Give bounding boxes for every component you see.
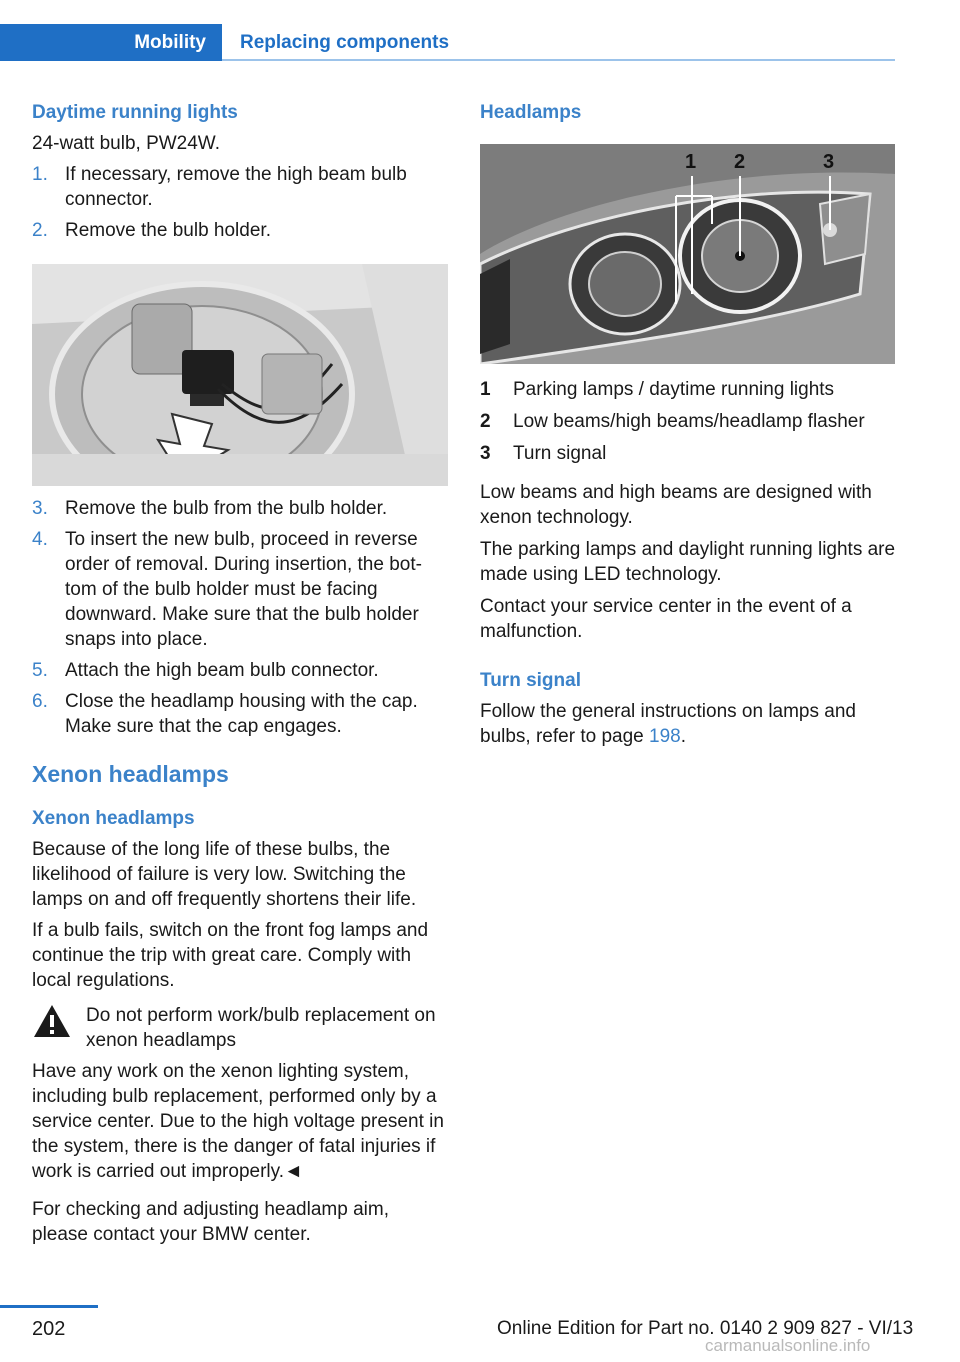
step-number: 2. <box>32 220 48 241</box>
list-item <box>32 218 448 243</box>
header-tabs <box>0 24 895 61</box>
headlamp-illustration <box>480 144 895 364</box>
watermark: carmanualsonline.info <box>705 1336 871 1355</box>
list-item <box>32 527 448 652</box>
legend-text: Low beams/high beams/headlamp flasher <box>513 411 865 432</box>
legend-text: Turn signal <box>513 443 607 464</box>
legend-number: 1 <box>480 379 491 400</box>
step-text: To insert the new bulb, proceed in reverse order of removal. During insertion, the bot-tom of the bulb holder must be facing downward. Make sure that the bulb holder snaps into place. <box>65 529 422 650</box>
step-number: 1. <box>32 164 48 185</box>
step-text: If necessary, remove the high beam bulb connector. <box>65 164 407 210</box>
edition-footer: Online Edition for Part no. 0140 2 909 827 - VI/13 <box>497 1318 914 1339</box>
xenon-main-heading: Xenon headlamps <box>32 761 229 787</box>
page-198-link[interactable]: 198 <box>649 726 681 747</box>
warning-triangle-icon <box>32 1003 86 1053</box>
list-item <box>32 496 448 521</box>
turn-signal-text: Follow the general instructions on lamps and bulbs, refer to page <box>480 701 856 747</box>
header-rule <box>222 59 895 61</box>
figure-label-3: 3 <box>823 151 835 173</box>
legend-item <box>480 377 896 402</box>
drl-heading: Daytime running lights <box>32 102 238 123</box>
step-text: Remove the bulb from the bulb holder. <box>65 498 388 519</box>
list-item <box>32 162 448 212</box>
warning-title: Do not perform work/bulb replacement on xenon headlamps <box>86 1005 436 1051</box>
page-number: 202 <box>32 1318 66 1340</box>
headlamps-paragraph-2: The parking lamps and daylight running lights are made using LED technology. <box>480 539 896 585</box>
step-text: Remove the bulb holder. <box>65 220 271 241</box>
right-column <box>480 100 896 749</box>
step-text: Attach the high beam bulb connector. <box>65 660 379 681</box>
headlamps-paragraph-3: Contact your service center in the event of a malfunction. <box>480 596 852 642</box>
tab-replacing-components[interactable]: Replacing components <box>240 32 450 53</box>
headlamp-image <box>480 144 895 364</box>
legend-number: 2 <box>480 411 491 432</box>
bulb-holder-image <box>32 264 448 486</box>
legend-text: Parking lamps / daytime running lights <box>513 379 835 400</box>
left-column <box>32 100 448 1247</box>
headlamps-paragraph-1: Low beams and high beams are designed with xenon technology. <box>480 482 872 528</box>
warning-body: Have any work on the xenon lighting system, including bulb replacement, performed only by a service center. Due to the high voltage present in the system, there is the danger of fatal injuries if work is carried out improperly.◄ <box>32 1061 444 1182</box>
step-number: 5. <box>32 660 48 681</box>
steps-list-b <box>32 496 448 739</box>
step-number: 3. <box>32 498 48 519</box>
list-item <box>32 689 448 739</box>
legend-number: 3 <box>480 443 491 464</box>
step-number: 6. <box>32 691 48 712</box>
page-number-rule <box>0 1305 98 1308</box>
list-item <box>32 658 448 683</box>
legend-item <box>480 409 896 434</box>
turn-signal-paragraph <box>480 699 896 749</box>
step-number: 4. <box>32 529 48 550</box>
turn-signal-text-end: . <box>680 726 686 747</box>
bulb-holder-illustration <box>32 264 448 486</box>
xenon-paragraph-3: For checking and adjusting headlamp aim, please contact your BMW center. <box>32 1199 389 1245</box>
xenon-paragraph-2: If a bulb fails, switch on the front fog lamps and continue the trip with great care. Comply with local regulations. <box>32 920 429 991</box>
tab-mobility[interactable]: Mobility <box>0 24 222 61</box>
step-text: Close the headlamp housing with the cap. Make sure that the cap engages. <box>65 691 418 737</box>
steps-list-a <box>32 162 448 243</box>
warning-block <box>32 1003 448 1053</box>
figure-label-2: 2 <box>734 151 746 173</box>
headlamp-legend <box>480 377 896 466</box>
figure-label-1: 1 <box>685 151 697 173</box>
xenon-paragraph-1: Because of the long life of these bulbs, the likelihood of failure is very low. Switching the lamps on and off frequently shortens their life. <box>32 839 417 910</box>
headlamps-heading: Headlamps <box>480 102 582 123</box>
legend-item <box>480 441 896 466</box>
xenon-sub-heading: Xenon headlamps <box>32 808 195 829</box>
drl-bulb-spec: 24-watt bulb, PW24W. <box>32 133 220 154</box>
turn-signal-heading: Turn signal <box>480 670 581 691</box>
